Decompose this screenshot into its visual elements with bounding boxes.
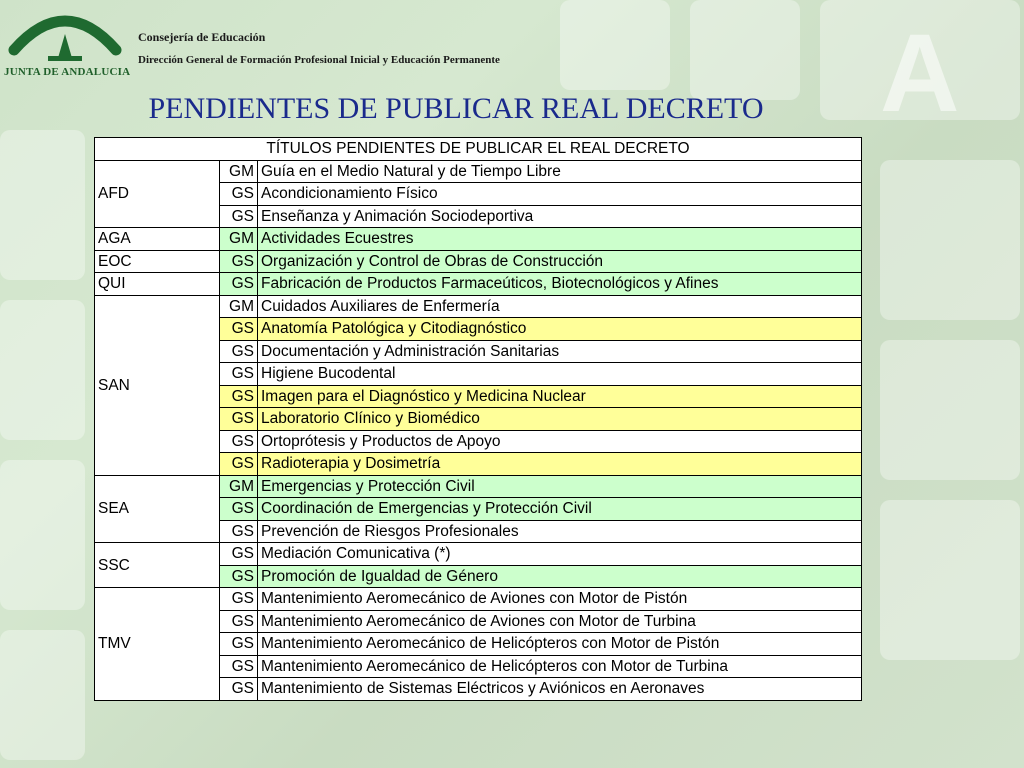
table-row [95,475,862,498]
title-name-cell: Guía en el Medio Natural y de Tiempo Libre [258,160,862,183]
title-name-cell: Emergencias y Protección Civil [258,475,862,498]
level-cell: GS [220,318,258,341]
header-consejeria: Consejería de Educación [138,30,266,44]
title-name-cell: Acondicionamiento Físico [258,183,862,206]
title-name-cell: Mantenimiento Aeromecánico de Helicópteros con Motor de Pistón [258,633,862,656]
level-cell: GM [220,475,258,498]
family-code: EOC [95,250,220,273]
family-code: AGA [95,228,220,251]
family-code: AFD [95,160,220,228]
table-row [95,273,862,296]
level-cell: GS [220,610,258,633]
title-name-cell: Actividades Ecuestres [258,228,862,251]
logo-text: JUNTA DE ANDALUCIA [4,66,131,78]
level-cell: GS [220,520,258,543]
header-direccion-general: Dirección General de Formación Profesional Inicial y Educación Permanente [138,54,500,66]
level-cell: GS [220,205,258,228]
title-name-cell: Higiene Bucodental [258,363,862,386]
table-row [95,228,862,251]
level-cell: GM [220,295,258,318]
pending-titles-table [94,137,862,701]
level-cell: GS [220,430,258,453]
level-cell: GS [220,453,258,476]
family-code: QUI [95,273,220,296]
family-code: TMV [95,588,220,701]
title-name-cell: Mediación Comunicativa (*) [258,543,862,566]
title-name-cell: Promoción de Igualdad de Género [258,565,862,588]
level-cell: GS [220,633,258,656]
level-cell: GS [220,183,258,206]
letter-a-icon: A [880,12,960,135]
title-name-cell: Organización y Control de Obras de Construcción [258,250,862,273]
level-cell: GS [220,250,258,273]
table-row [95,250,862,273]
table-row [95,295,862,318]
title-name-cell: Radioterapia y Dosimetría [258,453,862,476]
family-code: SSC [95,543,220,588]
level-cell: GS [220,588,258,611]
level-cell: GS [220,363,258,386]
table-row [95,543,862,566]
title-name-cell: Cuidados Auxiliares de Enfermería [258,295,862,318]
title-name-cell: Mantenimiento Aeromecánico de Aviones con Motor de Turbina [258,610,862,633]
title-name-cell: Enseñanza y Animación Sociodeportiva [258,205,862,228]
level-cell: GS [220,385,258,408]
level-cell: GS [220,543,258,566]
level-cell: GS [220,340,258,363]
level-cell: GS [220,498,258,521]
title-name-cell: Mantenimiento Aeromecánico de Aviones con Motor de Pistón [258,588,862,611]
title-name-cell: Laboratorio Clínico y Biomédico [258,408,862,431]
level-cell: GS [220,678,258,701]
title-name-cell: Anatomía Patológica y Citodiagnóstico [258,318,862,341]
table-row [95,160,862,183]
level-cell: GS [220,273,258,296]
title-name-cell: Prevención de Riesgos Profesionales [258,520,862,543]
title-name-cell: Mantenimiento Aeromecánico de Helicópteros con Motor de Turbina [258,655,862,678]
level-cell: GS [220,408,258,431]
title-name-cell: Ortoprótesis y Productos de Apoyo [258,430,862,453]
table-row [95,588,862,611]
level-cell: GS [220,655,258,678]
title-name-cell: Coordinación de Emergencias y Protección Civil [258,498,862,521]
level-cell: GM [220,160,258,183]
table-header: TÍTULOS PENDIENTES DE PUBLICAR EL REAL DECRETO [95,138,862,161]
page-title: PENDIENTES DE PUBLICAR REAL DECRETO [148,92,764,125]
family-code: SEA [95,475,220,543]
title-name-cell: Imagen para el Diagnóstico y Medicina Nuclear [258,385,862,408]
title-name-cell: Mantenimiento de Sistemas Eléctricos y Aviónicos en Aeronaves [258,678,862,701]
level-cell: GM [220,228,258,251]
family-code: SAN [95,295,220,475]
level-cell: GS [220,565,258,588]
title-name-cell: Fabricación de Productos Farmaceúticos, Biotecnológicos y Afines [258,273,862,296]
table-header-row [95,138,862,161]
title-name-cell: Documentación y Administración Sanitarias [258,340,862,363]
